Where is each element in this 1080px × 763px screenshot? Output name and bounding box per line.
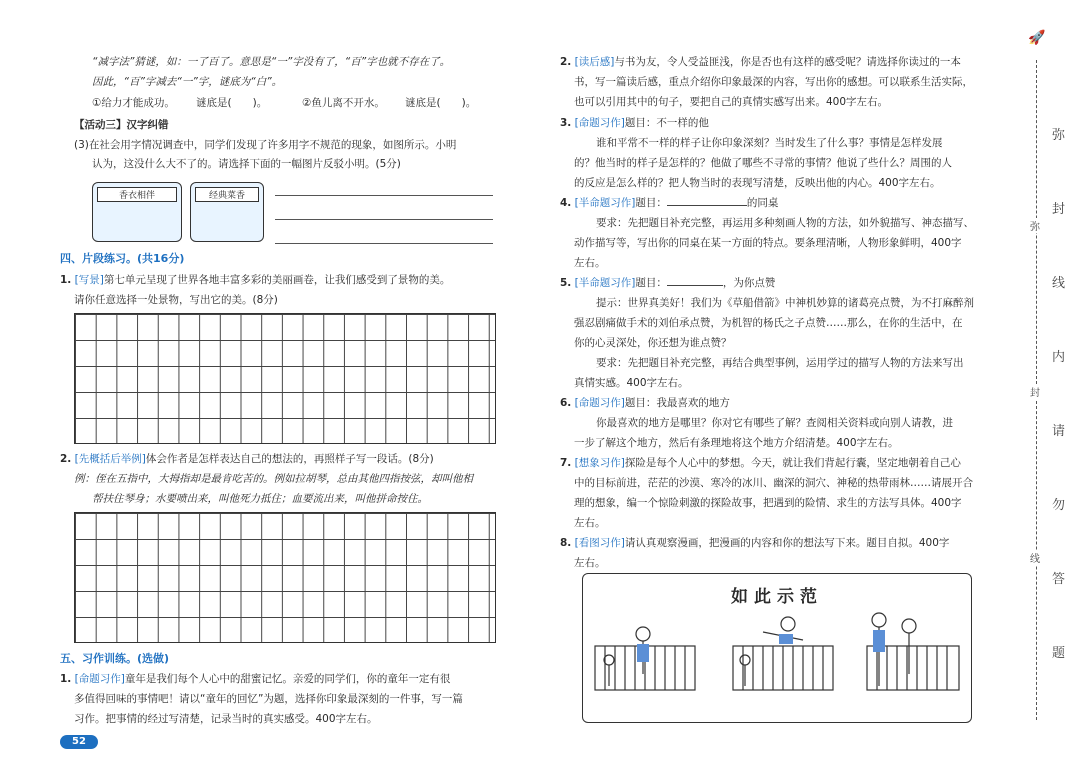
cartoon-image (582, 573, 972, 723)
sign-2-text: 经典菜香 (195, 187, 259, 202)
answer-line (275, 219, 493, 220)
margin-char: 线 (1052, 276, 1066, 291)
w4-tag: [半命题习作] (574, 197, 636, 209)
q1-line-2: 请你任意选择一处景物，写出它的美。(8分) (74, 294, 278, 306)
w7-line-3: 理的想象，编一个惊险刺激的探险故事，把遇到的险情、求生的方法写具体。400字 (574, 497, 962, 509)
w5-number: 5. (560, 277, 572, 289)
w7-line-2: 中的目标前进，茫茫的沙漠、寒冷的冰川、幽深的洞穴、神秘的热带雨林……请展开合 (574, 477, 973, 489)
w4-title-blank[interactable] (667, 205, 747, 206)
w5-title (560, 276, 775, 290)
q2-number: 2. (60, 453, 72, 465)
rocket-icon: 🚀 (1028, 30, 1046, 46)
margin-small-char: 封 (1030, 384, 1040, 399)
w8-line-1 (560, 536, 949, 550)
w7-line-4: 左右。 (574, 517, 606, 529)
w3-line-1: 谁和平常不一样的样子让你印象深刻？当时发生了什么事？事情是怎样发展 (596, 137, 943, 149)
margin-char: 内 (1052, 350, 1066, 365)
w6-line-1: 你最喜欢的地方是哪里？你对它有哪些了解？查阅相关资料或向别人请教，进 (596, 417, 953, 429)
w4-line-2: 动作描写等，写出你的同桌在某一方面的特点。要条理清晰，人物形象鲜明，400字 (574, 237, 962, 249)
section-5-title: 五、习作训练。(选做) (60, 652, 170, 665)
q2-tag: [先概括后举例] (74, 453, 146, 465)
w1-line-1 (60, 672, 450, 686)
w6-tag: [命题习作] (574, 397, 625, 409)
riddle-answer-1: 谜底是( )。 (196, 97, 268, 109)
w5-line-2: 强忍剧痛做手术的刘伯承点赞，为机智的杨氏之子点赞……那么，在你的生活中，在 (574, 317, 963, 329)
margin-char: 勿 (1052, 498, 1066, 513)
w1-tag: [命题习作] (74, 673, 125, 685)
q2-line-1 (60, 452, 434, 466)
w4-title-suffix: 的同桌 (746, 197, 779, 209)
q3-line-2: 认为，这没什么大不了的。请选择下面的一幅图片反驳小明。(5分) (92, 158, 401, 170)
w7-tag: [想象习作] (574, 457, 625, 469)
riddle-item-1: ①给力才能成功。 (92, 97, 175, 109)
w6-title-text: 题目：我最喜欢的地方 (624, 397, 730, 409)
w8-text: 请认真观察漫画，把漫画的内容和你的想法写下来。题目自拟。400字 (624, 537, 950, 549)
w5-title-prefix: 题目： (635, 277, 667, 289)
section-4-title: 四、片段练习。(共16分) (60, 252, 185, 265)
cartoon-title: 如此示范 (731, 587, 823, 607)
w7-number: 7. (560, 457, 572, 469)
cartoon-drawing (583, 574, 971, 722)
w5-title-blank[interactable] (667, 285, 723, 286)
w1-text: 童年是我们每个人心中的甜蜜记忆。亲爱的同学们，你的童年一定有很 (124, 673, 451, 685)
w5-line-4: 要求：先把题目补充完整，再结合典型事例，运用学过的描写人物的方法来写出 (596, 357, 964, 369)
w3-title (560, 116, 709, 130)
w8-tag: [看图习作] (574, 537, 625, 549)
q1-number: 1. (60, 274, 72, 286)
w1-line-2: 多值得回味的事情吧！请以“童年的回忆”为题，选择你印象最深刻的一件事，写一篇 (74, 693, 463, 705)
w4-title (560, 196, 778, 210)
margin-char: 题 (1052, 646, 1066, 661)
w4-number: 4. (560, 197, 572, 209)
sign-image-2 (190, 182, 264, 242)
w3-number: 3. (560, 117, 572, 129)
w2-line-3: 也可以引用其中的句子，要把自己的真情实感写出来。400字左右。 (574, 96, 889, 108)
q2-example-1: 例：侄在五指中，大拇指却是最肯吃苦的。例如拉胡琴，总由其他四指按弦，却叫他相 (74, 473, 473, 485)
w3-line-3: 的反应是怎么样的？把人物当时的表现写清楚，反映出他的内心。400字左右。 (574, 177, 941, 189)
q1-line-1 (60, 273, 450, 287)
margin-char: 答 (1052, 572, 1066, 587)
w5-line-1: 提示：世界真美好！我们为《草船借箭》中神机妙算的诸葛亮点赞，为不打麻醉剂 (596, 297, 974, 309)
w2-line-1 (560, 55, 961, 69)
q2-example-2: 帮扶住琴身；水要喷出来，叫他死力抵住；血要流出来，叫他拼命按住。 (92, 493, 428, 505)
q1-text: 第七单元呈现了世界各地丰富多彩的美丽画卷，让我们感受到了景物的美。 (103, 274, 451, 286)
w7-text: 探险是每个人心中的梦想。今天，就让我们背起行囊，坚定地朝着自己心 (624, 457, 961, 469)
writing-grid-1[interactable] (74, 313, 496, 444)
sign-1-text: 香衣相伴 (97, 187, 177, 202)
w1-number: 1. (60, 673, 72, 685)
margin-small-char: 弥 (1030, 218, 1040, 233)
answer-line (275, 195, 493, 196)
margin-char: 封 (1052, 202, 1066, 217)
w6-line-2: 一步了解这个地方，然后有条理地将这个地方介绍清楚。400字左右。 (574, 437, 899, 449)
w2-text: 与书为友，令人受益匪浅，你是否也有这样的感受呢？请选择你读过的一本 (614, 56, 961, 68)
w2-number: 2. (560, 56, 572, 68)
writing-grid-2[interactable] (74, 512, 496, 643)
w3-tag: [命题习作] (574, 117, 625, 129)
w1-line-3: 习作。把事情的经过写清楚，记录当时的真实感受。400字左右。 (74, 713, 378, 725)
w4-line-1: 要求：先把题目补充完整，再运用多种刻画人物的方法，如外貌描写、神态描写、 (596, 217, 974, 229)
w8-number: 8. (560, 537, 572, 549)
margin-char: 请 (1052, 424, 1066, 439)
w6-number: 6. (560, 397, 572, 409)
w2-tag: [读后感] (574, 56, 615, 68)
q1-tag: [写景] (74, 274, 104, 286)
riddle-answer-2: 谜底是( )。 (405, 97, 477, 109)
riddle-line-1: “减字法”猜谜，如：一了百了。意思是“一”字没有了，“百”字也就不存在了。 (92, 56, 451, 68)
w8-line-2: 左右。 (574, 557, 606, 569)
binding-margin (1022, 0, 1080, 763)
q2-text: 体会作者是怎样表达自己的想法的，再照样子写一段话。(8分) (145, 453, 434, 465)
q3-line-1: (3)在社会用字情况调查中，同学们发现了许多用字不规范的现象，如图所示。小明 (74, 139, 457, 151)
answer-line (275, 243, 493, 244)
w4-line-3: 左右。 (574, 257, 606, 269)
w5-line-3: 你的心灵深处，你还想为谁点赞？ (574, 337, 732, 349)
w5-line-5: 真情实感。400字左右。 (574, 377, 689, 389)
page-number: 52 (60, 735, 98, 749)
w3-title-text: 题目：不一样的他 (624, 117, 709, 129)
sign-image-1 (92, 182, 182, 242)
w2-line-2: 书，写一篇读后感，重点介绍你印象最深的内容，写出你的感想。可以联系生活实际， (574, 76, 973, 88)
riddle-line-2: 因此，“百”字减去“一”字，谜底为“白”。 (92, 76, 283, 88)
riddle-item-2: ②鱼儿离不开水。 (302, 97, 385, 109)
activity-3-title: 【活动三】汉字纠错 (74, 119, 169, 131)
w5-tag: [半命题习作] (574, 277, 636, 289)
w3-line-2: 的？他当时的样子是怎样的？他做了哪些不寻常的事情？他说了些什么？周围的人 (574, 157, 952, 169)
w4-title-prefix: 题目： (635, 197, 667, 209)
margin-small-char: 线 (1030, 550, 1040, 565)
right-page (540, 0, 1080, 763)
w5-title-suffix: ，为你点赞 (722, 277, 776, 289)
margin-char: 弥 (1052, 128, 1066, 143)
w7-line-1 (560, 456, 961, 470)
w6-title (560, 396, 730, 410)
